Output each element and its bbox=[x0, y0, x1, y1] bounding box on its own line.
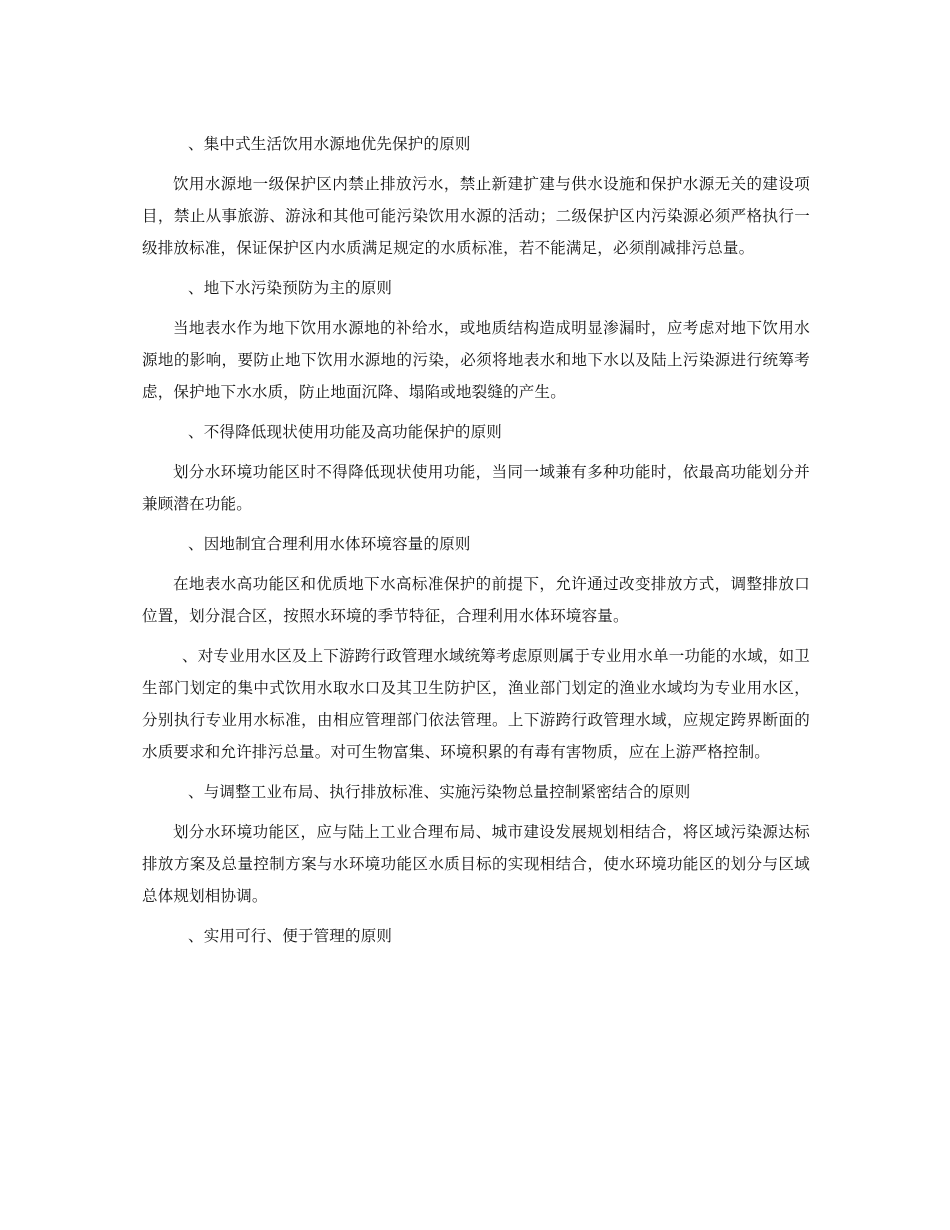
paragraph-spacer bbox=[142, 264, 810, 272]
section-heading-6: 、与调整工业布局、执行排放标准、实施污染物总量控制紧密结合的原则 bbox=[188, 783, 691, 801]
paragraph-spacer bbox=[142, 632, 810, 640]
section-heading-7: 、实用可行、便于管理的原则 bbox=[188, 927, 393, 945]
paragraph-spacer bbox=[142, 520, 810, 528]
paragraph-spacer bbox=[142, 768, 810, 776]
section-heading-1: 、集中式生活饮用水源地优先保护的原则 bbox=[188, 135, 471, 153]
document-body bbox=[142, 128, 810, 952]
section-paragraph-1: 饮用水源地一级保护区内禁止排放污水，禁止新建扩建与供水设施和保护水源无关的建设项目，禁止从事旅游、游泳和其他可能污染饮用水源的活动；二级保护区内污染源必须严格执行一级排放标准，保证保护区内水质满足规定的水质标准，若不能满足，必须削减排污总量。 bbox=[142, 175, 810, 257]
section-paragraph-5: 、对专业用水区及上下游跨行政管理水域统筹考虑原则属于专业用水单一功能的水域，如卫生部门划定的集中式饮用水取水口及其卫生防护区，渔业部门划定的渔业水域均为专业用水区，分别执行专业用水标准，由相应管理部门依法管理。上下游跨行政管理水域，应规定跨界断面的水质要求和允许排污总量。对可生物富集、环境积累的有毒有害物质，应在上游严格控制。 bbox=[142, 647, 811, 761]
section-paragraph-4: 在地表水高功能区和优质地下水高标准保护的前提下，允许通过改变排放方式，调整排放口位置，划分混合区，按照水环境的季节特征，合理利用水体环境容量。 bbox=[142, 575, 810, 625]
section-paragraph-6: 划分水环境功能区，应与陆上工业合理布局、城市建设发展规划相结合，将区域污染源达标排放方案及总量控制方案与水环境功能区水质目标的实现相结合，使水环境功能区的划分与区域总体规划相协调。 bbox=[142, 823, 810, 905]
section-heading-3: 、不得降低现状使用功能及高功能保护的原则 bbox=[188, 423, 503, 441]
section-heading-2: 、地下水污染预防为主的原则 bbox=[188, 279, 393, 297]
section-paragraph-3: 划分水环境功能区时不得降低现状使用功能，当同一域兼有多种功能时，依最高功能划分并兼顾潜在功能。 bbox=[142, 463, 810, 513]
section-heading-4: 、因地制宜合理利用水体环境容量的原则 bbox=[188, 535, 471, 553]
paragraph-spacer bbox=[142, 408, 810, 416]
section-paragraph-2: 当地表水作为地下饮用水源地的补给水，或地质结构造成明显渗漏时，应考虑对地下饮用水源地的影响，要防止地下饮用水源地的污染，必须将地表水和地下水以及陆上污染源进行统筹考虑，保护地下水水质，防止地面沉降、塌陷或地裂缝的产生。 bbox=[142, 319, 810, 401]
paragraph-spacer bbox=[142, 912, 810, 920]
